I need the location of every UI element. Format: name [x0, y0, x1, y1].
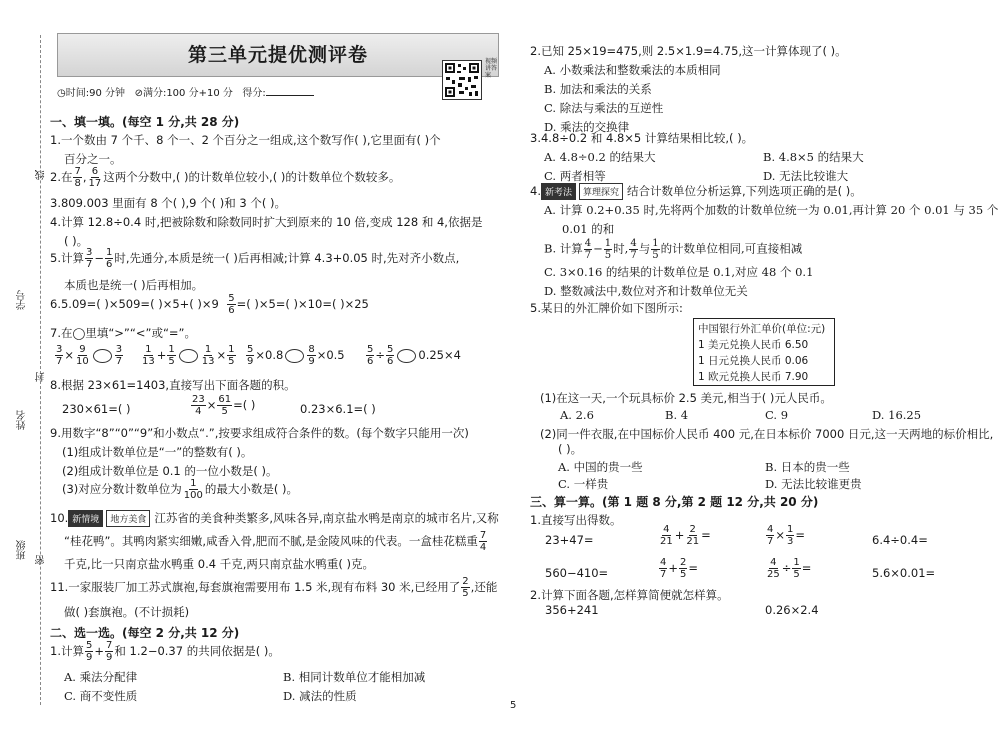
- denominator: 7: [660, 569, 667, 580]
- denominator: 5: [652, 250, 659, 261]
- numerator: 1: [145, 344, 152, 355]
- c4-option-b-text-a: B. 计算: [544, 241, 583, 256]
- tag-new-context: 新情境: [68, 510, 103, 527]
- numerator: 1: [168, 344, 175, 355]
- numerator: 2: [462, 576, 469, 587]
- q8-a: 230×61=( ): [62, 402, 131, 416]
- q10-line3: 千克,比一只南京盐水鸭重 0.4 千克,两只南京盐水鸭重( )克。: [64, 557, 375, 571]
- c3-option-c[interactable]: C. 两者相等: [544, 169, 606, 183]
- numerator: 2: [689, 524, 696, 535]
- tag-local-food: 地方美食: [106, 510, 150, 527]
- fraction: [227, 293, 235, 316]
- q11-line2: 做( )套旗袍。(不计损耗): [64, 605, 190, 619]
- page-title: 第三单元提优测评卷: [187, 44, 368, 66]
- numerator: 1: [190, 478, 197, 489]
- c1-text-a: 1.计算: [50, 644, 84, 658]
- c1-option-d[interactable]: D. 减法的性质: [283, 689, 357, 703]
- numerator: 1: [106, 247, 113, 258]
- denominator: 6: [228, 305, 235, 316]
- rate-row-eur: 1 欧元兑换人民币 7.90: [698, 371, 809, 383]
- q10-text-b: “桂花鸭”。其鸭肉紧实细嫩,咸香入骨,肥而不腻,是金陵风味的代表。一盒桂花糕重: [64, 534, 478, 548]
- c5-q2-option-a[interactable]: A. 中国的贵一些: [558, 460, 643, 474]
- q10-line1: 10. 新情境 地方美食 江苏省的美食种类繁多,风味各异,南京盐水鸭是南京的城市名片,又称: [50, 511, 499, 525]
- equals-sign: =: [688, 561, 699, 575]
- denominator: 100: [183, 490, 203, 501]
- side-label-name: 姓名: [17, 410, 28, 430]
- c3-option-b[interactable]: B. 4.8×5 的结果大: [763, 150, 864, 164]
- c5-q1-option-a[interactable]: A. 2.6: [560, 408, 594, 422]
- c5-q2-line2: ( )。: [558, 442, 583, 456]
- q5-text-a: 5.计算: [50, 251, 84, 265]
- check-icon: ⊘: [134, 88, 143, 99]
- q7-expr-3: [245, 344, 345, 367]
- numerator: 4: [770, 557, 777, 568]
- c5-q2-option-c[interactable]: C. 一样贵: [558, 477, 609, 491]
- side-label-line: 线: [36, 170, 47, 180]
- q7-expr-4-text: 0.25×4: [418, 348, 461, 362]
- denominator: 25: [767, 569, 780, 580]
- rate-table-title: 中国银行外汇单价(单位:元): [698, 323, 826, 335]
- calc-7: $\frac{4}{25}$ ÷ $\frac{1}{5}$ =: [767, 557, 812, 580]
- q8-b: $\frac{23}{4}$ × $\frac{61}{5}$ =( ): [192, 394, 256, 417]
- numerator: 3: [85, 247, 93, 258]
- compare-circle[interactable]: [179, 349, 198, 363]
- q2: 2.在 $\frac{7}{8}$ , $\frac{6}{17}$ 这两个分数中,( )的计数单位较小,( )的计数单位个数较多。: [50, 166, 401, 189]
- denominator: 4: [479, 542, 487, 553]
- denominator: 5: [221, 406, 228, 417]
- q11-text-a: 11.一家服装厂加工苏式旗袍,每套旗袍需要用布 1.5 米,现有布料 30 米,已经用了: [50, 580, 461, 594]
- denominator: 8: [74, 178, 81, 189]
- denominator: 5: [228, 356, 235, 367]
- denominator: 21: [686, 536, 700, 547]
- q6-text-b: =( )×5=( )×10=( )×25: [236, 297, 369, 311]
- numerator: 1: [652, 238, 659, 249]
- qr-caption: 视频讲答案: [485, 58, 498, 79]
- fraction: [105, 247, 113, 270]
- c3: 3.4.8÷0.2 和 4.8×5 计算结果相比较,( )。: [530, 131, 754, 145]
- q9-3-text-a: (3)对应分数计数单位为: [62, 482, 182, 496]
- section-3-heading: 三、算一算。(第 1 题 8 分,第 2 题 12 分,共 20 分): [530, 495, 819, 509]
- calc-8: 5.6×0.01=: [872, 566, 936, 580]
- q6-text-a: 6.5.09=( )×509=( )×5+( )×9: [50, 297, 219, 311]
- q7-expr-3-text-b: ×0.5: [316, 348, 345, 362]
- numerator: 4: [663, 524, 670, 535]
- c3-option-d[interactable]: D. 无法比较谁大: [763, 169, 849, 183]
- q4-line1: 4.计算 12.8÷0.4 时,把被除数和除数同时扩大到原来的 10 倍,变成 128 和 4,依据是: [50, 215, 483, 229]
- title-banner: [57, 33, 499, 77]
- denominator: 5: [793, 569, 800, 580]
- tag-reasoning: 算理探究: [579, 183, 623, 200]
- simplify-1: 356+241: [545, 603, 599, 617]
- q2-text-a: 2.在: [50, 170, 73, 184]
- denominator: 3: [787, 536, 794, 547]
- calc-6: $\frac{4}{7}$ + $\frac{2}{5}$ =: [660, 557, 699, 580]
- c5-q1-option-c[interactable]: C. 9: [765, 408, 789, 422]
- c3-option-a[interactable]: A. 4.8÷0.2 的结果大: [544, 150, 656, 164]
- c2-option-c[interactable]: C. 除法与乘法的互逆性: [544, 101, 664, 115]
- q7-expr-4: $\frac{5}{6}$ ÷ $\frac{5}{6}$ 0.25×4: [367, 344, 461, 367]
- rate-row-jpy: 1 日元兑换人民币 0.06: [698, 355, 809, 367]
- q1-line2: 百分之一。: [64, 152, 122, 166]
- full-score: 满分:100 分+10 分: [142, 88, 233, 99]
- q6: [50, 293, 369, 316]
- compare-circle[interactable]: [397, 349, 416, 363]
- denominator: 5: [604, 250, 612, 261]
- a2-heading: 2.计算下面各题,怎样算简便就怎样算。: [530, 588, 729, 602]
- denominator: 6: [387, 356, 394, 367]
- denominator: 13: [142, 356, 155, 367]
- c4-option-b-text-c: 的计数单位相同,可直接相减: [660, 241, 803, 256]
- denominator: 7: [56, 356, 63, 367]
- simplify-2: 0.26×2.4: [765, 603, 819, 617]
- numerator: 3: [56, 344, 63, 355]
- numerator: 1: [604, 238, 612, 249]
- q7-expr-2: $\frac{1}{13}$ + $\frac{1}{5}$ $\frac{1}{13}$ × $\frac{1}{5}$: [142, 344, 235, 367]
- q9-1: (1)组成计数单位是“一”的整数有( )。: [62, 445, 253, 459]
- denominator: 13: [201, 356, 215, 367]
- numerator: 1: [204, 344, 212, 355]
- c1-option-c[interactable]: C. 商不变性质: [64, 689, 138, 703]
- numerator: 6: [91, 166, 99, 177]
- numerator: 5: [247, 344, 254, 355]
- q7-expr-3-text-a: ×0.8: [255, 348, 284, 362]
- denominator: 9: [247, 356, 254, 367]
- denominator: 7: [630, 250, 637, 261]
- c2-option-b[interactable]: B. 加法和乘法的关系: [544, 82, 652, 96]
- rate-row-usd: 1 美元兑换人民币 6.50: [698, 339, 809, 351]
- q10-line2: [64, 530, 488, 553]
- c5-heading: 5.某日的外汇牌价如下图所示:: [530, 301, 683, 315]
- clock-icon: ◷: [57, 88, 66, 99]
- q9-3: [62, 478, 298, 501]
- denominator: 5: [680, 569, 687, 580]
- c1-text-b: 和 1.2−0.37 的共同依据是( )。: [114, 644, 280, 658]
- score-label: 得分:: [242, 88, 266, 99]
- fraction: [85, 247, 93, 270]
- qr-code-icon[interactable]: [442, 60, 482, 100]
- c4-option-d[interactable]: D. 整数减法中,数位对齐和计数单位无关: [544, 284, 748, 298]
- q1-line1: 1.一个数由 7 个千、8 个一、2 个百分之一组成,这个数写作( ),它里面有( )个: [50, 133, 441, 147]
- c1-option-a[interactable]: A. 乘法分配律: [64, 670, 138, 684]
- c4: [530, 183, 862, 200]
- equals-sign: =: [795, 528, 806, 542]
- numerator: 61: [218, 394, 232, 405]
- q10-text-a: 江苏省的美食种类繁多,风味各异,南京盐水鸭是南京的城市名片,又称: [154, 511, 499, 525]
- denominator: 7: [584, 250, 592, 261]
- c2: 2.已知 25×19=475,则 2.5×1.9=4.75,这一计算体现了( )。: [530, 44, 847, 58]
- numerator: 7: [74, 166, 81, 177]
- numerator: 4: [767, 524, 774, 535]
- numerator: 5: [85, 640, 93, 651]
- numerator: 5: [228, 293, 235, 304]
- score-blank: [266, 86, 314, 96]
- numerator: 3: [115, 344, 123, 355]
- numerator: 5: [367, 344, 374, 355]
- equals-sign: =: [801, 561, 812, 575]
- c1: 1.计算 $\frac{5}{9}$ + $\frac{7}{9}$ 和 1.2−0.37 的共同依据是( )。: [50, 640, 280, 663]
- q11-text-b: ,还能: [470, 580, 498, 594]
- numerator: 2: [680, 557, 687, 568]
- c1-option-b[interactable]: B. 相同计数单位才能相加减: [283, 670, 426, 684]
- c2-option-d[interactable]: D. 乘法的交换律: [544, 120, 630, 134]
- numerator: 1: [793, 557, 800, 568]
- c4-option-c[interactable]: C. 3×0.16 的结果的计数单位是 0.1,对应 48 个 0.1: [544, 265, 814, 279]
- c5-q2-line1: (2)同一件衣服,在中国标价人民币 400 元,在日本标价 7000 日元,这一天两地的标价相比,: [540, 427, 994, 441]
- tag-new-method: 新考法: [541, 183, 576, 200]
- numerator: 1: [787, 524, 794, 535]
- q9-heading: 9.用数字“8”“0”“9”和小数点“.”,按要求组成符合条件的数。(每个数字只能用一次): [50, 426, 469, 440]
- denominator: 6: [106, 259, 113, 270]
- q8-heading: 8.根据 23×61=1403,直接写出下面各题的积。: [50, 378, 296, 392]
- c4-option-b[interactable]: B. 计算 $\frac{4}{7}$ − $\frac{1}{5}$ 时, $\frac{4}{7}$ 与 $\frac{1}{5}$ 的计数单位相同,可直接相减: [544, 238, 803, 261]
- c4-option-b-text-b: 时,: [613, 241, 629, 256]
- q4-line2: ( )。: [64, 234, 89, 248]
- side-label-seal: 封: [36, 372, 47, 382]
- compare-circle[interactable]: [93, 349, 112, 363]
- q5-line2: 本质也是统一( )后再相加。: [64, 278, 204, 292]
- q2-text-b: 这两个分数中,( )的计数单位较小,( )的计数单位个数较多。: [103, 170, 401, 184]
- c2-option-a[interactable]: A. 小数乘法和整数乘法的本质相同: [544, 63, 721, 77]
- c5-q2-option-b[interactable]: B. 日本的贵一些: [765, 460, 850, 474]
- denominator: 9: [85, 652, 93, 663]
- c4-number: 4.: [530, 184, 541, 198]
- c4-text: 结合计数单位分析运算,下列选项正确的是( )。: [627, 184, 862, 198]
- q8-b-answer: =( ): [233, 398, 256, 412]
- calc-2: $\frac{4}{21}$ + $\frac{2}{21}$ =: [660, 524, 711, 547]
- denominator: 10: [76, 356, 89, 367]
- calc-3: $\frac{4}{7}$ × $\frac{1}{3}$ =: [767, 524, 806, 547]
- denominator: 6: [367, 356, 374, 367]
- denominator: 7: [85, 259, 93, 270]
- q5-text-b: 时,先通分,本质是统一( )后再相减;计算 4.3+0.05 时,先对齐小数点,: [114, 251, 460, 265]
- calc-1: 23+47=: [545, 533, 594, 547]
- section-2-heading: 二、选一选。(每空 2 分,共 12 分): [50, 626, 240, 640]
- numerator: 4: [630, 238, 637, 249]
- numerator: 7: [479, 530, 487, 541]
- denominator: 5: [168, 356, 175, 367]
- numerator: 23: [192, 394, 205, 405]
- c4-option-a-line2: 0.01 的和: [562, 222, 615, 236]
- section-1-heading: 一、填一填。(每空 1 分,共 28 分): [50, 115, 240, 129]
- time-limit: 时间:90 分钟: [65, 88, 126, 99]
- c5-q1-option-d[interactable]: D. 16.25: [872, 408, 922, 422]
- numerator: 8: [308, 344, 315, 355]
- exchange-rate-table: [693, 318, 835, 386]
- c4-option-a-line1[interactable]: A. 计算 0.2+0.35 时,先将两个加数的计数单位统一为 0.01,再计算 20 个 0.01 与 35 个: [544, 203, 999, 217]
- side-label-class: 班级: [17, 540, 28, 560]
- q8-c: 0.23×6.1=( ): [300, 402, 376, 416]
- denominator: 7: [115, 356, 123, 367]
- side-label-id: 学号: [17, 290, 28, 310]
- q5-line1: 5.计算 $\frac{3}{7}$ − $\frac{1}{6}$ 时,先通分,本质是统一( )后再相减;计算 4.3+0.05 时,先对齐小数点,: [50, 247, 460, 270]
- denominator: 17: [88, 178, 102, 189]
- numerator: 5: [387, 344, 394, 355]
- denominator: 4: [195, 406, 202, 417]
- denominator: 9: [106, 652, 113, 663]
- denominator: 9: [308, 356, 315, 367]
- numerator: 7: [106, 640, 113, 651]
- equals-sign: =: [701, 528, 711, 542]
- calc-4: 6.4÷0.4=: [872, 533, 928, 547]
- numerator: 1: [228, 344, 235, 355]
- c5-q2-option-d[interactable]: D. 无法比较谁更贵: [765, 477, 862, 491]
- a1-heading: 1.直接写出得数。: [530, 513, 622, 527]
- c5-q1-option-b[interactable]: B. 4: [665, 408, 689, 422]
- calc-5: 560−410=: [545, 566, 609, 580]
- denominator: 7: [767, 536, 774, 547]
- fraction: [73, 166, 81, 189]
- q11-line1: [50, 576, 497, 599]
- compare-circle[interactable]: [285, 349, 304, 363]
- numerator: 9: [79, 344, 86, 355]
- page-number: 5: [510, 700, 517, 711]
- q9-3-text-b: 的最大小数是( )。: [204, 482, 299, 496]
- exam-info: [57, 84, 314, 99]
- numerator: 4: [660, 557, 667, 568]
- denominator: 5: [462, 588, 469, 599]
- fraction: [88, 166, 103, 189]
- c5-q1: (1)在这一天,一个玩具标价 2.5 美元,相当于( )元人民币。: [540, 391, 832, 405]
- q7-heading: 7.在◯里填“>”“<”或“=”。: [50, 326, 196, 340]
- q9-2: (2)组成计数单位是 0.1 的一位小数是( )。: [62, 464, 278, 478]
- binding-line: [40, 35, 41, 705]
- numerator: 4: [584, 238, 592, 249]
- side-label-secret: 密: [36, 555, 47, 565]
- denominator: 21: [660, 536, 673, 547]
- q3: 3.809.003 里面有 8 个( ),9 个( )和 3 个( )。: [50, 196, 286, 210]
- q7-expr-1: $\frac{3}{7}$ × $\frac{9}{10}$ $\frac{3}{7}$: [56, 344, 123, 367]
